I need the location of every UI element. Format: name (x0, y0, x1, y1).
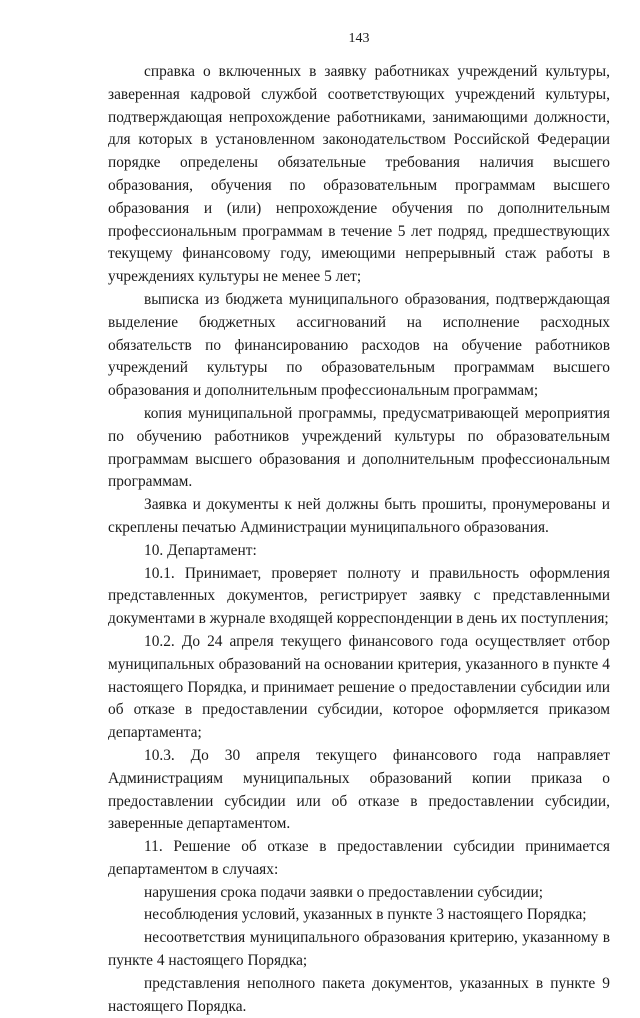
paragraph-refusal-conditions: несоблюдения условий, указанных в пункте 3 настоящего Порядка; (144, 906, 587, 924)
paragraph-application-binding: Заявка и документы к ней должны быть прошиты, пронумерованы и скреплены печатью Администрации муниципального образования. (108, 496, 610, 536)
paragraph-refusal-deadline: нарушения срока подачи заявки о предоставлении субсидии; (144, 883, 543, 901)
paragraph-program-copy: копия муниципальной программы, предусматривающей мероприятия по обучению работников учреждений культуры по образовательным программам высшего образования и дополнительным профессиональным программам. (108, 404, 610, 491)
paragraph-section-11: 11. Решение об отказе в предоставлении субсидии принимается департаментом в случаях: (108, 838, 610, 878)
paragraph-refusal-incomplete: представления неполного пакета документов, указанных в пункте 9 настоящего Порядка. (108, 974, 610, 1015)
paragraph-section-10-2: 10.2. До 24 апреля текущего финансового года осуществляет отбор муниципальных образований на основании критерия, указанного в пункте 4 настоящего Порядка, и принимает решение о предоставлении субсидии или об отказе в предоставлении субсидии, которое оформляется приказом департамента; (108, 632, 610, 742)
paragraph-section-10: 10. Департамент: (144, 541, 257, 559)
page-number: 143 (348, 31, 370, 46)
paragraph-refusal-criterion: несоответствия муниципального образования критерию, указанному в пункте 4 настоящего Порядка; (108, 929, 610, 970)
paragraph-staff-certificate: справка о включенных в заявку работниках учреждений культуры, заверенная кадровой службой соответствующих учреждений культуры, подтверждающая непрохождение работниками, занимающими должности, для которых в установленном законодательством Российской Федерации порядке определены обязательные требования наличия высшего образования, обучения по образовательным программам высшего образования и (или) непрохождение обучения по дополнительным профессиональным программам в течение 5 лет подряд, предшествующих текущему финансовому году, имеющими непрерывный стаж работы в учреждениях культуры не менее 5 лет; (108, 63, 610, 286)
paragraph-budget-extract: выписка из бюджета муниципального образования, подтверждающая выделение бюджетных ассигнований на исполнение расходных обязательств по финансированию расходов на обучение работников учреждений культуры по образовательным программам высшего образования и дополнительным профессиональным программам; (108, 290, 610, 400)
document-page (108, 30, 610, 1018)
paragraph-section-10-3: 10.3. До 30 апреля текущего финансового года направляет Администрациям муниципальных образований копии приказа о предоставлении субсидии или об отказе в предоставлении субсидии, заверенные департаментом. (108, 746, 610, 833)
paragraph-section-10-1: 10.1. Принимает, проверяет полноту и правильность оформления представленных документов, регистрирует заявку с представленными документами в журнале входящей корреспонденции в день их поступления; (108, 564, 610, 628)
